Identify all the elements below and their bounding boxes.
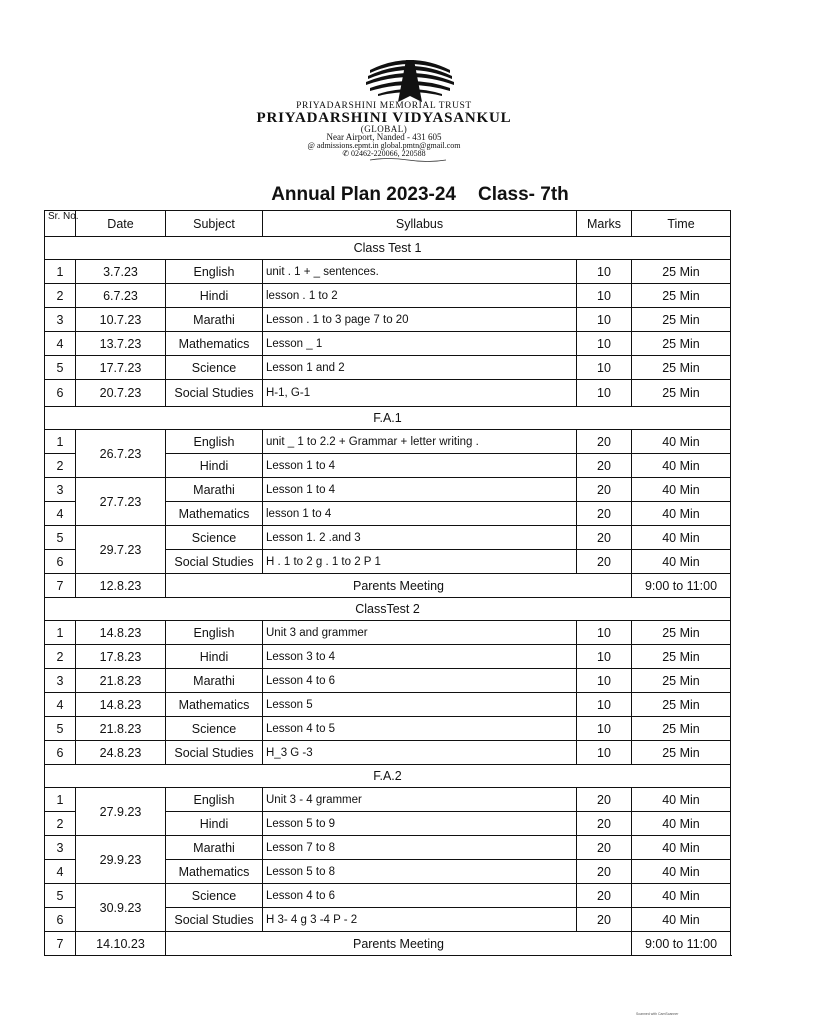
- cell-marks: 20: [577, 430, 632, 454]
- cell-date: 14.8.23: [76, 693, 166, 717]
- cell-subject: Science: [166, 526, 263, 550]
- cell-sr: 5: [45, 526, 76, 550]
- cell-syllabus: Lesson 5 to 9: [263, 812, 577, 836]
- cell-time: 40 Min: [632, 430, 731, 454]
- cell-subject: Social Studies: [166, 550, 263, 574]
- cell-date: 14.10.23: [76, 932, 166, 956]
- parents-meeting-label: Parents Meeting: [166, 932, 632, 956]
- cell-syllabus: Lesson 5: [263, 693, 577, 717]
- cell-sr: 7: [45, 932, 76, 956]
- cell-marks: 20: [577, 836, 632, 860]
- cell-subject: Social Studies: [166, 380, 263, 407]
- cell-date: 30.9.23: [76, 884, 166, 932]
- section-fa-1: F.A.1: [45, 407, 731, 430]
- table-row: [45, 693, 731, 717]
- table-row: [45, 284, 731, 308]
- cell-syllabus: lesson 1 to 4: [263, 502, 577, 526]
- cell-subject: Marathi: [166, 836, 263, 860]
- cell-marks: 20: [577, 502, 632, 526]
- plan-title: Annual Plan 2023-24: [271, 184, 456, 205]
- cell-time: 40 Min: [632, 478, 731, 502]
- table-row: [45, 380, 731, 407]
- cell-date: 10.7.23: [76, 308, 166, 332]
- cell-marks: 10: [577, 693, 632, 717]
- cell-date: 27.7.23: [76, 478, 166, 526]
- cell-marks: 20: [577, 478, 632, 502]
- cell-sr: 7: [45, 574, 76, 598]
- section-class-test-1: Class Test 1: [45, 237, 731, 260]
- cell-time: 25 Min: [632, 260, 731, 284]
- table-row: [45, 478, 731, 502]
- cell-time: 40 Min: [632, 884, 731, 908]
- flourish-divider: [368, 157, 448, 163]
- section-row: [45, 237, 731, 260]
- cell-marks: 20: [577, 860, 632, 884]
- cell-marks: 10: [577, 669, 632, 693]
- cell-marks: 20: [577, 788, 632, 812]
- page-title: [0, 184, 840, 206]
- cell-marks: 10: [577, 380, 632, 407]
- cell-marks: 10: [577, 284, 632, 308]
- cell-subject: Mathematics: [166, 693, 263, 717]
- cell-subject: Science: [166, 884, 263, 908]
- cell-time: 25 Min: [632, 669, 731, 693]
- cell-time: 40 Min: [632, 526, 731, 550]
- cell-sr: 5: [45, 884, 76, 908]
- cell-time: 25 Min: [632, 332, 731, 356]
- cell-time: 25 Min: [632, 741, 731, 765]
- cell-date: 6.7.23: [76, 284, 166, 308]
- cell-sr: 4: [45, 693, 76, 717]
- cell-syllabus: Lesson 4 to 6: [263, 669, 577, 693]
- cell-marks: 10: [577, 621, 632, 645]
- cell-syllabus: Lesson 5 to 8: [263, 860, 577, 884]
- cell-date: 14.8.23: [76, 621, 166, 645]
- cell-syllabus: Lesson 4 to 6: [263, 884, 577, 908]
- cell-marks: 20: [577, 454, 632, 478]
- table-row: [45, 669, 731, 693]
- cell-syllabus: Lesson 4 to 5: [263, 717, 577, 741]
- cell-syllabus: H-1, G-1: [263, 380, 577, 407]
- school-logo: [364, 56, 456, 104]
- cell-date: 27.9.23: [76, 788, 166, 836]
- cell-time: 40 Min: [632, 550, 731, 574]
- cell-time: 25 Min: [632, 717, 731, 741]
- col-time: Time: [632, 211, 731, 237]
- cell-time: 40 Min: [632, 908, 731, 932]
- col-syllabus: Syllabus: [263, 211, 577, 237]
- cell-sr: 2: [45, 645, 76, 669]
- cell-sr: 4: [45, 332, 76, 356]
- annual-plan-table: [44, 210, 731, 956]
- cell-time: 40 Min: [632, 502, 731, 526]
- school-email: @ admissions.epmt.in global.pmtn@gmail.com: [307, 141, 461, 150]
- cell-subject: Hindi: [166, 812, 263, 836]
- email-icon: @: [307, 141, 317, 150]
- cell-syllabus: unit _ 1 to 2.2 + Grammar + letter writing .: [263, 430, 577, 454]
- cell-sr: 3: [45, 308, 76, 332]
- cell-subject: Marathi: [166, 478, 263, 502]
- cell-time: 40 Min: [632, 454, 731, 478]
- section-row: [45, 765, 731, 788]
- cell-sr: 3: [45, 836, 76, 860]
- cell-subject: Mathematics: [166, 502, 263, 526]
- cell-subject: Social Studies: [166, 741, 263, 765]
- cell-sr: 6: [45, 741, 76, 765]
- scanner-watermark: Scanned with CamScanner: [636, 1012, 679, 1016]
- school-phone: ✆ 02462-220066, 220588: [342, 149, 426, 158]
- cell-time: 25 Min: [632, 356, 731, 380]
- cell-sr: 2: [45, 284, 76, 308]
- cell-date: 12.8.23: [76, 574, 166, 598]
- section-row: [45, 407, 731, 430]
- cell-date: 20.7.23: [76, 380, 166, 407]
- cell-subject: Mathematics: [166, 332, 263, 356]
- cell-syllabus: Lesson 1 to 4: [263, 478, 577, 502]
- cell-syllabus: H_3 G -3: [263, 741, 577, 765]
- cell-sr: 1: [45, 260, 76, 284]
- cell-syllabus: Unit 3 and grammer: [263, 621, 577, 645]
- cell-marks: 20: [577, 526, 632, 550]
- cell-syllabus: Lesson . 1 to 3 page 7 to 20: [263, 308, 577, 332]
- cell-marks: 20: [577, 884, 632, 908]
- cell-time: 25 Min: [632, 621, 731, 645]
- cell-subject: Hindi: [166, 645, 263, 669]
- cell-subject: Science: [166, 356, 263, 380]
- cell-syllabus: Lesson 7 to 8: [263, 836, 577, 860]
- cell-sr: 4: [45, 502, 76, 526]
- parents-meeting-label: Parents Meeting: [166, 574, 632, 598]
- cell-marks: 10: [577, 741, 632, 765]
- col-subject: Subject: [166, 211, 263, 237]
- cell-time: 25 Min: [632, 284, 731, 308]
- col-marks: Marks: [577, 211, 632, 237]
- table-row: [45, 717, 731, 741]
- table-row: [45, 741, 731, 765]
- section-class-test-2: ClassTest 2: [45, 598, 731, 621]
- cell-sr: 3: [45, 478, 76, 502]
- cell-time: 40 Min: [632, 860, 731, 884]
- cell-date: 21.8.23: [76, 669, 166, 693]
- table-row: [45, 836, 731, 860]
- cell-syllabus: Lesson 1. 2 .and 3: [263, 526, 577, 550]
- cell-marks: 10: [577, 356, 632, 380]
- col-date: Date: [76, 211, 166, 237]
- cell-time: 25 Min: [632, 308, 731, 332]
- cell-date: 17.8.23: [76, 645, 166, 669]
- cell-sr: 6: [45, 550, 76, 574]
- cell-marks: 20: [577, 550, 632, 574]
- cell-sr: 5: [45, 356, 76, 380]
- table-row: [45, 645, 731, 669]
- cell-time: 40 Min: [632, 812, 731, 836]
- cell-sr: 6: [45, 908, 76, 932]
- cell-subject: Marathi: [166, 308, 263, 332]
- header-row: [45, 211, 731, 237]
- cell-marks: 10: [577, 332, 632, 356]
- cell-marks: 10: [577, 645, 632, 669]
- cell-time: 9:00 to 11:00: [632, 932, 731, 956]
- cell-time: 9:00 to 11:00: [632, 574, 731, 598]
- cell-subject: Mathematics: [166, 860, 263, 884]
- table-row: [45, 884, 731, 908]
- cell-subject: Hindi: [166, 284, 263, 308]
- cell-date: 29.7.23: [76, 526, 166, 574]
- cell-syllabus: Unit 3 - 4 grammer: [263, 788, 577, 812]
- cell-syllabus: lesson . 1 to 2: [263, 284, 577, 308]
- cell-sr: 1: [45, 430, 76, 454]
- cell-subject: English: [166, 788, 263, 812]
- cell-syllabus: unit . 1 + _ sentences.: [263, 260, 577, 284]
- cell-date: 17.7.23: [76, 356, 166, 380]
- cell-time: 25 Min: [632, 380, 731, 407]
- cell-marks: 10: [577, 260, 632, 284]
- cell-time: 40 Min: [632, 788, 731, 812]
- cell-sr: 1: [45, 621, 76, 645]
- cell-date: 26.7.23: [76, 430, 166, 478]
- col-sr: Sr. No.: [45, 211, 76, 237]
- cell-marks: 10: [577, 717, 632, 741]
- cell-date: 13.7.23: [76, 332, 166, 356]
- cell-marks: 20: [577, 812, 632, 836]
- cell-marks: 20: [577, 908, 632, 932]
- table-row: [45, 308, 731, 332]
- cell-sr: 2: [45, 454, 76, 478]
- cell-subject: Marathi: [166, 669, 263, 693]
- cell-sr: 1: [45, 788, 76, 812]
- cell-syllabus: Lesson 3 to 4: [263, 645, 577, 669]
- table-row: [45, 260, 731, 284]
- parents-meeting-row: [45, 574, 731, 598]
- table-row: [45, 332, 731, 356]
- cell-subject: English: [166, 430, 263, 454]
- cell-marks: 10: [577, 308, 632, 332]
- cell-sr: 5: [45, 717, 76, 741]
- cell-subject: Social Studies: [166, 908, 263, 932]
- school-name: PRIYADARSHINI VIDYASANKUL: [256, 110, 512, 126]
- cell-subject: Hindi: [166, 454, 263, 478]
- school-branch: (GLOBAL): [360, 124, 408, 134]
- table-row: [45, 430, 731, 454]
- cell-date: 29.9.23: [76, 836, 166, 884]
- class-title: Class- 7th: [477, 184, 569, 205]
- cell-sr: 6: [45, 380, 76, 407]
- table-row: [45, 526, 731, 550]
- section-row: [45, 598, 731, 621]
- phone-icon: ✆: [342, 149, 352, 158]
- cell-syllabus: Lesson 1 and 2: [263, 356, 577, 380]
- cell-subject: English: [166, 260, 263, 284]
- section-fa-2: F.A.2: [45, 765, 731, 788]
- cell-date: 24.8.23: [76, 741, 166, 765]
- cell-time: 25 Min: [632, 645, 731, 669]
- cell-syllabus: Lesson _ 1: [263, 332, 577, 356]
- cell-time: 40 Min: [632, 836, 731, 860]
- cell-date: 21.8.23: [76, 717, 166, 741]
- cell-sr: 3: [45, 669, 76, 693]
- cell-subject: Science: [166, 717, 263, 741]
- cell-sr: 2: [45, 812, 76, 836]
- trust-name: PRIYADARSHINI MEMORIAL TRUST: [296, 101, 472, 111]
- table-row: [45, 356, 731, 380]
- parents-meeting-row: [45, 932, 731, 956]
- cell-time: 25 Min: [632, 693, 731, 717]
- cell-date: 3.7.23: [76, 260, 166, 284]
- table-row: [45, 621, 731, 645]
- school-address: Near Airport, Nanded - 431 605: [326, 132, 442, 142]
- cell-syllabus: H 3- 4 g 3 -4 P - 2: [263, 908, 577, 932]
- cell-syllabus: Lesson 1 to 4: [263, 454, 577, 478]
- cell-sr: 4: [45, 860, 76, 884]
- cell-syllabus: H . 1 to 2 g . 1 to 2 P 1: [263, 550, 577, 574]
- cell-subject: English: [166, 621, 263, 645]
- table-row: [45, 788, 731, 812]
